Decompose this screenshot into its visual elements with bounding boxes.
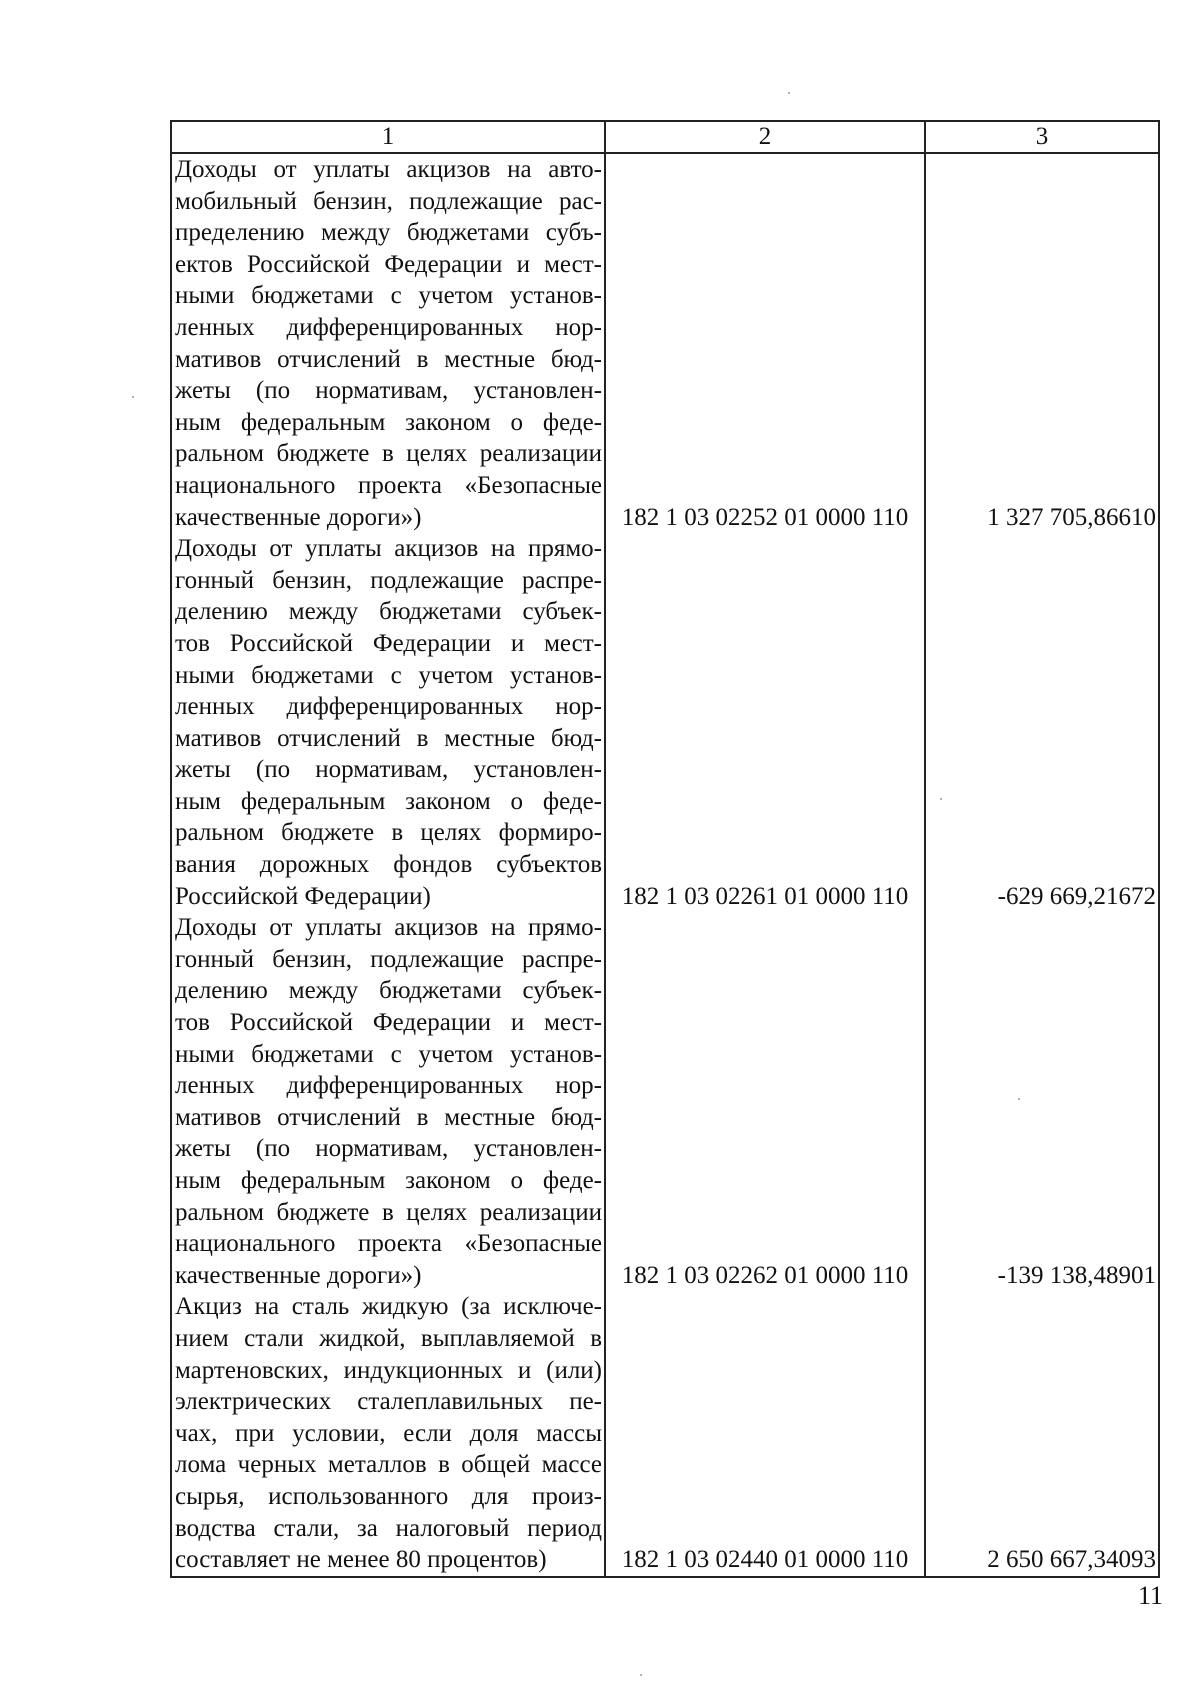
revenue-amount: -139 138,48901 [925,912,1159,1291]
description-line: тов Российской Федерации и мест- [175,1009,602,1037]
revenue-description [171,912,605,1291]
description-line: тов Российской Федерации и мест- [175,629,602,657]
revenue-amount: -629 669,21672 [925,533,1159,912]
description-line: национального проекта «Безопасные [175,1230,602,1258]
revenue-amount: 1 327 705,86610 [925,153,1159,533]
description-line: сырья, использованного для произ- [175,1482,602,1510]
budget-classification-code: 182 1 03 02252 01 0000 110 [605,153,925,533]
description-line: пределению между бюджетами субъ- [175,219,602,247]
description-line: Доходы от уплаты акцизов на прямо- [175,914,602,942]
budget-classification-code: 182 1 03 02440 01 0000 110 [605,1291,925,1576]
header-row [171,121,1159,153]
description-line: качественные дороги») [175,1261,422,1289]
page-number: 11 [1138,1581,1164,1610]
description-line: лома черных металлов в общей массе [175,1451,602,1479]
revenue-description [171,533,605,912]
budget-classification-code: 182 1 03 02262 01 0000 110 [605,912,925,1291]
description-line: водства стали, за налоговый период [175,1514,602,1542]
table-header [171,121,1159,153]
revenue-description [171,153,605,533]
description-line: нием стали жидкой, выплавляемой в [175,1324,602,1352]
description-line: мативов отчислений в местные бюд- [175,1103,602,1131]
description-line: делению между бюджетами субъек- [175,977,602,1005]
description-line: ными бюджетами с учетом установ- [175,661,602,689]
scan-speck [1018,1098,1020,1100]
description-line: делению между бюджетами субъек- [175,598,602,626]
description-line: гонный бензин, подлежащие распре- [175,566,602,594]
description-line: вания дорожных фондов субъектов [175,851,602,879]
revenue-description [171,1291,605,1576]
table-row [171,533,1159,912]
description-line: ральном бюджете в целях реализации [175,440,602,468]
column-header-3: 3 [925,121,1159,153]
description-line: ленных дифференцированных нор- [175,693,602,721]
budget-classification-code: 182 1 03 02261 01 0000 110 [605,533,925,912]
description-line: национального проекта «Безопасные [175,471,602,499]
description-line: мартеновских, индукционных и (или) [175,1356,602,1384]
description-line: жеты (по нормативам, установлен- [175,756,602,784]
table-row [171,153,1159,533]
table-body [171,153,1159,1577]
description-line: ральном бюджете в целях реализации [175,1198,602,1226]
scan-speck [640,1674,642,1676]
description-line: ектов Российской Федерации и мест- [175,250,602,278]
description-line: ными бюджетами с учетом установ- [175,1040,602,1068]
description-line: ным федеральным законом о феде- [175,408,602,436]
scan-speck [132,396,134,398]
table-row [171,912,1159,1291]
description-line: Акциз на сталь жидкую (за исключе- [175,1293,602,1321]
description-line: Доходы от уплаты акцизов на прямо- [175,535,602,563]
description-line: чах, при условии, если доля массы [175,1419,602,1447]
description-line: Российской Федерации) [175,882,431,910]
description-line: качественные дороги») [175,503,422,531]
scan-speck [940,798,942,800]
table-row [171,1291,1159,1576]
description-line: мативов отчислений в местные бюд- [175,724,602,752]
description-line: составляет не менее 80 процентов) [175,1546,547,1574]
description-line: электрических сталеплавильных пе- [175,1388,602,1416]
column-header-2: 2 [605,121,925,153]
description-line: ленных дифференцированных нор- [175,313,602,341]
revenue-table [170,120,1160,1578]
revenue-amount: 2 650 667,34093 [925,1291,1159,1576]
description-line: ральном бюджете в целях формиро- [175,819,602,847]
description-line: ными бюджетами с учетом установ- [175,282,602,310]
description-line: мобильный бензин, подлежащие рас- [175,187,602,215]
description-line: гонный бензин, подлежащие распре- [175,945,602,973]
description-line: жеты (по нормативам, установлен- [175,1135,602,1163]
description-line: ным федеральным законом о феде- [175,1167,602,1194]
description-line: ным федеральным законом о феде- [175,787,602,815]
scan-speck [788,92,790,94]
column-header-1: 1 [171,121,605,153]
description-line: Доходы от уплаты акцизов на авто- [175,156,602,183]
description-line: мативов отчислений в местные бюд- [175,345,602,373]
description-line: жеты (по нормативам, установлен- [175,377,602,405]
description-line: ленных дифференцированных нор- [175,1072,602,1100]
